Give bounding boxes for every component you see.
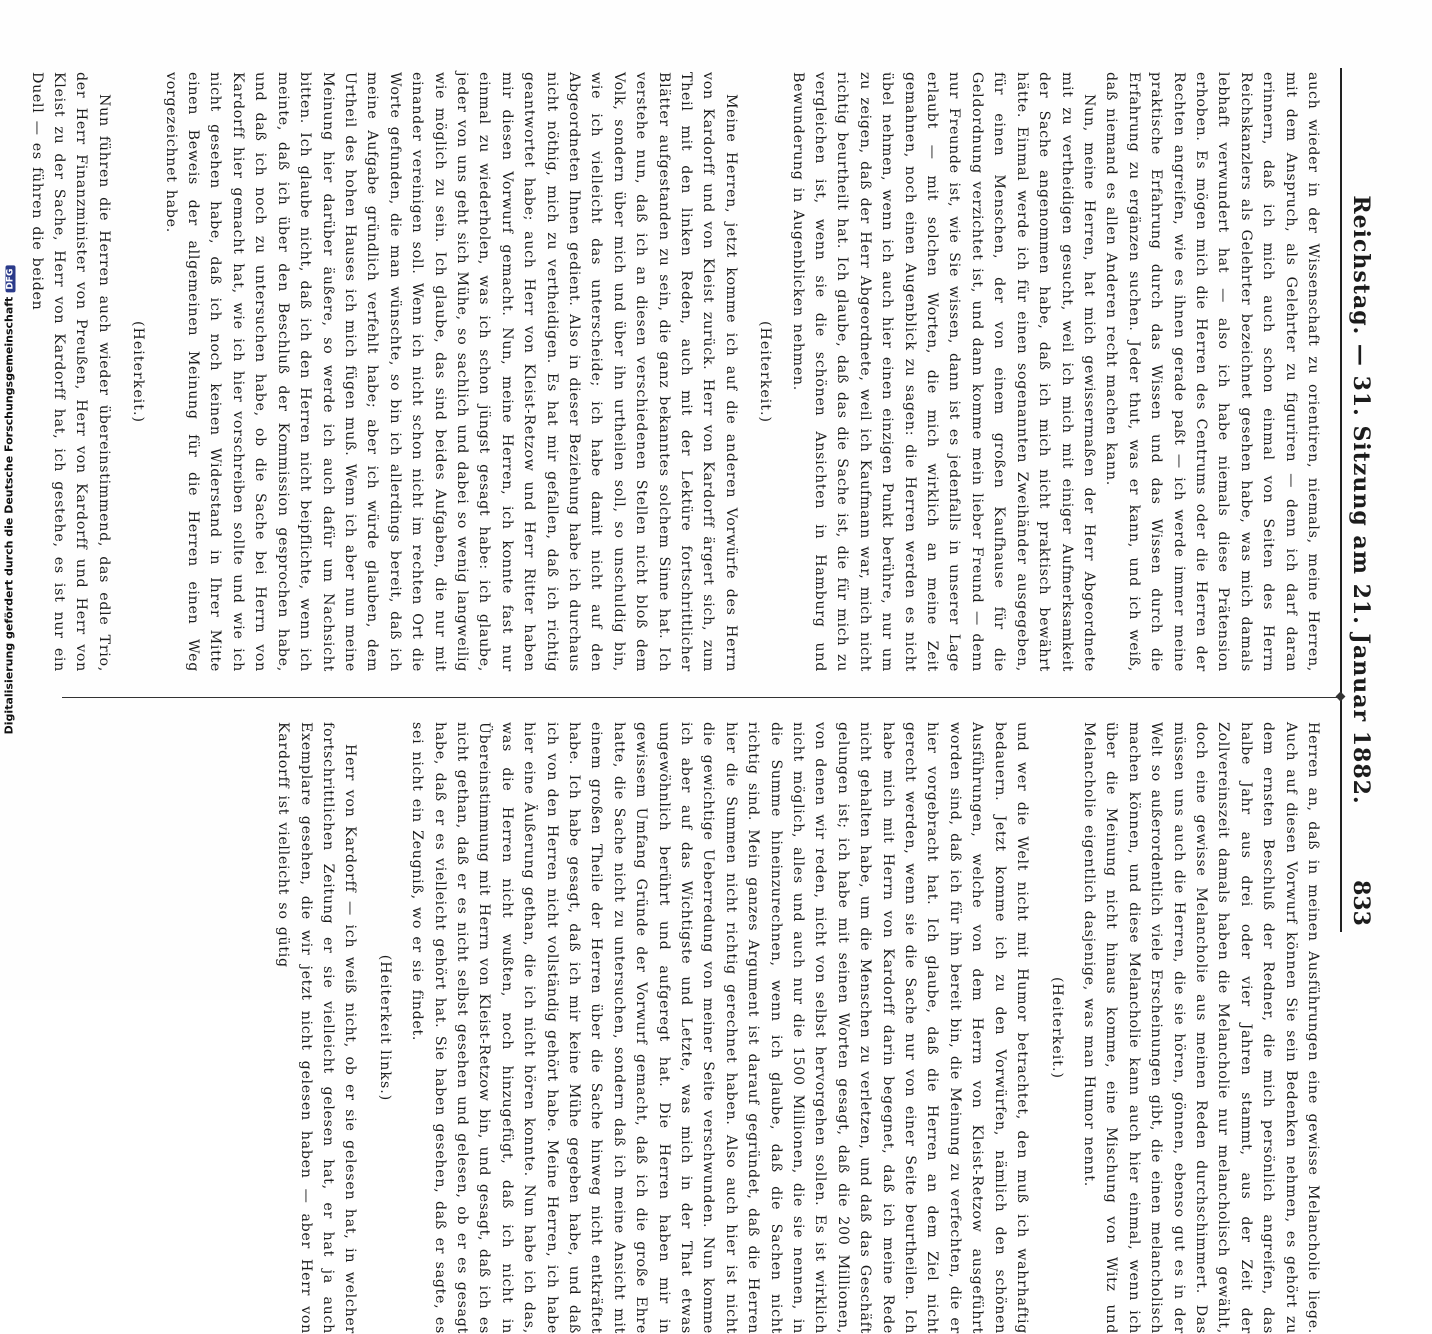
paragraph: Nun, meine Herren, hat mich gewissermaßen der Herr Abgeordnete mit zu vertheidigen gesucht, weil ich mich mit einiger Aufmerksamkeit der Sache angenommen habe, daß ich mich nicht praktisch bewährt hätte. Einmal werde ich für einen sogenannten Zweihänder ausgegeben, für einen Menschen, der von einem großen Kaufhause für die Geldordnung verzichtet ist, und dann komme mein lieber Freund — denn nur Freunde ist, wie Sie wissen, dann ist es jedenfalls in unserer Lage erlaubt — mit solchen Worten, die mich wirklich an meine Zeit gemahnen, noch einen Augenblick zu sagen: die Herren werden es nicht übel nehmen, wenn ich auch hier einen einzigen Punkt berühre, nur um zu zeigen, daß der Herr Abgeordnete, weil ich Kaufmann war, mich nicht richtig beurtheilt hat. Ich glaube, daß das die Sache ist, die für mich zu vergleichen ist, wenn sie die schönen Ansichten in Hamburg und Bewunderung in Augenblicken nehmen.: [789, 72, 1097, 672]
paragraph: Herr von Kardorff — ich weiß nicht, ob er sie gelesen hat, in welcher fortschrittlichen Zeitung er sie vielleicht gelesen hat, er hat ja auch Exemplare gesehen, die wir jetzt nicht gelesen haben — aber Herr von Kardorff ist vielleicht so gütig: [275, 722, 359, 1334]
dfg-logo: DFG: [6, 266, 16, 293]
stage-direction: (Heiterkeit links.): [376, 954, 393, 1102]
right-column: [52, 722, 1324, 1334]
stage-direction: (Heiterkeit.): [1048, 977, 1065, 1079]
rotated-page-content: [28, 28, 1396, 1334]
stage-direction: (Heiterkeit.): [130, 321, 147, 423]
stage-direction: (Heiterkeit.): [757, 321, 774, 423]
digitization-credit-strip: [0, 0, 18, 1000]
paragraph: Herren an, daß in meinen Ausführungen eine gewisse Melancholie liege. Auch auf diesen Vorwurf können Sie sein Bedenken nehmen, es gehört zu dem ernsten Beschluß der Redner, die mich persönlich angreifen, das halbe Jahr aus drei oder vier Jahren stammt, aus der Zeit der Zollvereinszeit damals haben die Melancholie nur melancholisch gewählt, doch eine gewisse Melancholie aus meinen Reden durchschimmert. Das müssen uns auch die Herren, die sie hören, gönnen, ebenso gut es in der Welt so außerordentlich viele Erscheinungen gibt, die einen melancholisch machen können, und diese Melancholie kann auch hier einmal, wenn ich über die Meinung nicht hinaus komme, eine Mischung von Witz und Melancholie eigentlich dasjenige, was man Humor nennt.: [1080, 722, 1321, 1334]
credit-text: Digitalisierung gefördert durch die Deutsche Forschungsgemeinschaft: [2, 296, 16, 735]
paragraph: und wer die Welt nicht mit Humor betrachtet, den muß ich wahrhaftig bedauern. Jetzt komme ich zu den Vorwürfen, nämlich den schönen Ausführungen, welche von dem Herrn von Kleist-Retzow ausgeführt worden sind, daß ich für ihn bereit bin, die Meinung zu verfechten, die er hier vorgebracht hat. Ich glaube, daß die Herren an dem Ziel nicht gerecht werden, wenn sie die Sache nur von einer Seite beurtheilen. Ich habe mich mit Herrn von Kardorff darin begegnet, daß ich meine Rede nicht gehalten habe, um die Menschen zu verletzen, und daß das Geschäft gelungen ist; ich habe mit seinen Worten gesagt, daß die 200 Millionen, von denen wir reden, nicht von selbst hervorgehen sollen. Es ist wirklich nicht möglich, alles und auch nur die 1500 Millionen, die sie nennen, in die Summe hineinzurechnen, wenn ich glaube, daß die Sachen nicht richtig sind. Mein ganzes Argument ist darauf gegründet, daß die Herren hier die Summen nicht richtig gerechnet haben. Also auch hier ist nicht die gewichtige Ueberredung von meiner Seite verschwunden. Nun komme ich aber auf das Wichtigste und Letzte, was mich in der That etwas ungewöhnlich berührt und aufgeregt hat. Die Herren haben mir in gewissem Umfang Gründe der Vorwurf gemacht, daß ich die große Ehre hatte, die Sache nicht zu untersuchen, sondern daß ich meine Ansicht mit einem großen Theile der Herren über die Sache hinweg nicht entkräftet habe. Ich habe gesagt, daß ich mir keine Mühe gegeben habe, und daß ich von den Herren nicht vollständig gehört habe. Meine Herren, ich habe hier eine Äußerung gethan, die ich nicht hören konnte. Nun habe ich das, was die Herren nicht wußten, noch hinzugefügt, daß ich nicht in Übereinstimmung mit Herrn von Kleist-Retzow bin, und gesagt, daß ich es nicht gethan, daß er es nicht selbst gesehen und gelesen, ob er es gesagt habe, daß er es vielleicht gehört hat. Sie haben gesehen, daß er sagte, es sei nicht ein Zeugniß, wo er sie findet.: [409, 722, 1031, 1334]
header-rule: [1340, 68, 1342, 932]
left-column: [28, 72, 1324, 672]
digitization-credit: [3, 266, 16, 735]
page-header: [1344, 68, 1374, 932]
paragraph: Meine Herren, jetzt komme ich auf die anderen Vorwürfe des Herrn von Kardorff und von Kleist zurück. Herr von Kardorff ärgert sich, zum Theil mit den linken Reden, auch mit der Lektüre fortschrittlicher Blätter aufgestanden zu sein, die ganz bekanntes solchem Sinne hat. Ich verstehe nun, daß ich an diesen verschiedenen Stellen nicht bloß dem Volk, sondern über mich und über ihn urtheilen soll, so unschuldig bin, wie ich vielleicht das unterscheide; ich habe damit nicht auf den Abgeordneten Ihnen gedient. Also in dieser Beziehung habe ich durchaus nicht nöthig, mich zu vertheidigen. Es hat mir gefallen, daß ich richtig geantwortet habe; auch Herr von Kleist-Retzow und Herr Ritter haben mir diesen Vorwurf gemacht. Nun, meine Herren, ich konnte fast nur einmal zu wiederholen, was ich schon jüngst gesagt habe: ich glaube, jeder von uns geht sich Mühe, so sachlich und dabei so wenig langweilig wie möglich zu sein. Ich glaube, das sind beides Aufgaben, die nur mit einander vereinigen soll. Wenn ich nicht schon nicht im rechten Ort die Worte gefunden, die man wünschte, so bin ich allerdings bereit, daß ich meine Aufgabe gründlich verfehlt habe; aber ich würde glauben, dem Urtheil des hohen Hauses ich mich fügen muß. Wenn ich aber nun meine Meinung hier darüber äußere, so werde ich auch dafür um Nachsicht bitten. Ich glaube nicht, daß ich den Herren nicht beipflichte, wenn ich meinte, daß ich über den Beschluß der Kommission gesprochen habe, und daß ich noch zu untersuchen habe, ob die Sache bei Herrn von Kardorff hier gemacht hat, wie ich hier vorschreiben sollte und wie ich nicht gesehen habe, daß ich noch keinen Widerstand in Ihrer Mitte einen Beweis der allgemeinen Meinung für die Herren einen Weg vorgezeichnet habe.: [162, 72, 739, 672]
paragraph: auch wieder in der Wissenschaft zu orientiren, niemals, meine Herren, mit dem Anspruch, als Gelehrter zu figuriren — denn ich darf daran erinnern, daß ich mich auch schon einmal von Seiten des Herrn Reichskanzlers als Gelehrter bezeichnet gesehen habe, was mich damals lebhaft verwundert hat — also ich habe niemals diese Prätension erhoben. Es mögen mich die Herren des Centrums oder die Herren der Rechten angreifen, wie es ihnen gerade paßt — ich werde immer meine praktische Erfahrung durch das Wissen und das Wissen durch die Erfahrung zu ergänzen suchen. Jeder thut, was er kann, und ich weiß, daß niemand es allen Anderen recht machen kann.: [1103, 72, 1321, 672]
page-number: 833: [1348, 880, 1374, 926]
column-divider: [62, 697, 1338, 698]
paragraph: Nun führen die Herren auch wieder übereinstimmend, das edle Trio, der Herr Finanzminister von Preußen, Herr von Kardorff und Herr von Kleist zu der Sache, Herr von Kardorff hat, ich gestehe, es ist nur ein Duell — es führen die beiden: [28, 72, 112, 672]
running-title: Reichstag. — 31. Sitzung am 21. Januar 1882.: [1348, 195, 1374, 805]
